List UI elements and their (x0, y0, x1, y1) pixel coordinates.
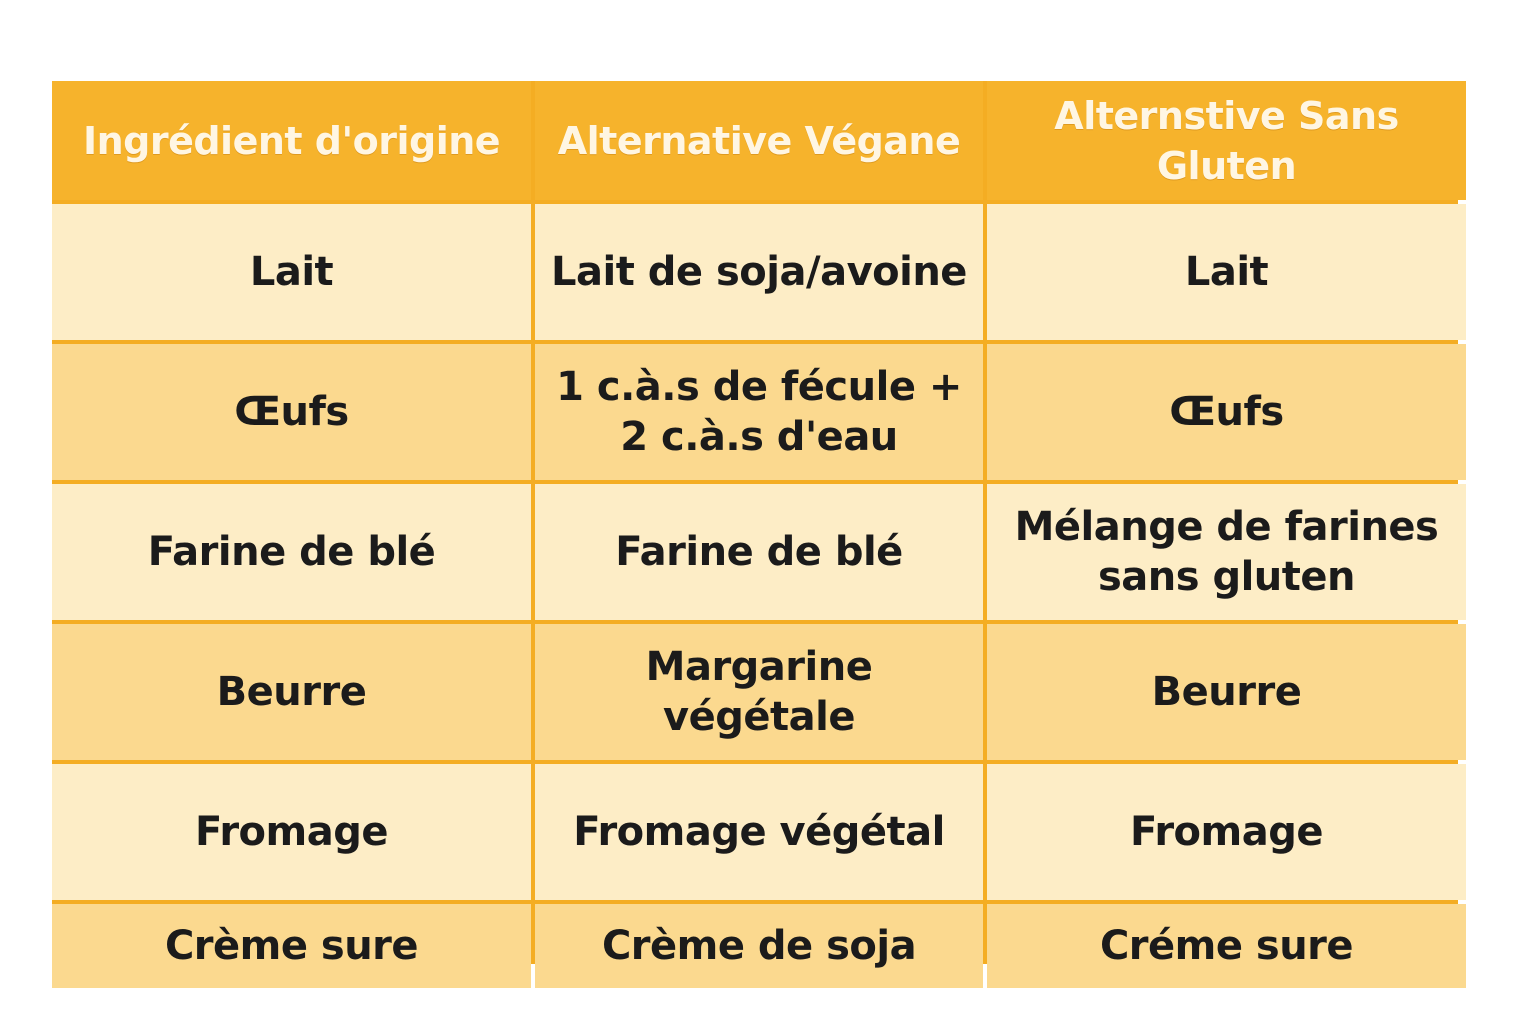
table-cell: Lait (52, 204, 531, 340)
header-vegan-alternative: Alternative Végane (535, 81, 983, 200)
table-cell: Créme sure (987, 904, 1466, 988)
table-cell: Œufs (52, 344, 531, 480)
table-cell: Beurre (52, 624, 531, 760)
table-cell: Fromage (52, 764, 531, 900)
table-cell: 1 c.à.s de fécule + 2 c.à.s d'eau (535, 344, 983, 480)
table-cell: Fromage végétal (535, 764, 983, 900)
table-cell: Lait (987, 204, 1466, 340)
table-cell: Crème de soja (535, 904, 983, 988)
table-cell: Fromage (987, 764, 1466, 900)
table-cell: Œufs (987, 344, 1466, 480)
table-cell: Farine de blé (535, 484, 983, 620)
table-cell: Farine de blé (52, 484, 531, 620)
table-cell: Mélange de farines sans gluten (987, 484, 1466, 620)
table-cell: Lait de soja/avoine (535, 204, 983, 340)
header-gluten-free-alternative: Alternstive Sans Gluten (987, 81, 1466, 200)
table-cell: Beurre (987, 624, 1466, 760)
substitution-table (52, 81, 1458, 969)
header-original-ingredient: Ingrédient d'origine (52, 81, 531, 200)
table-cell: Margarine végétale (535, 624, 983, 760)
table-cell: Crème sure (52, 904, 531, 988)
